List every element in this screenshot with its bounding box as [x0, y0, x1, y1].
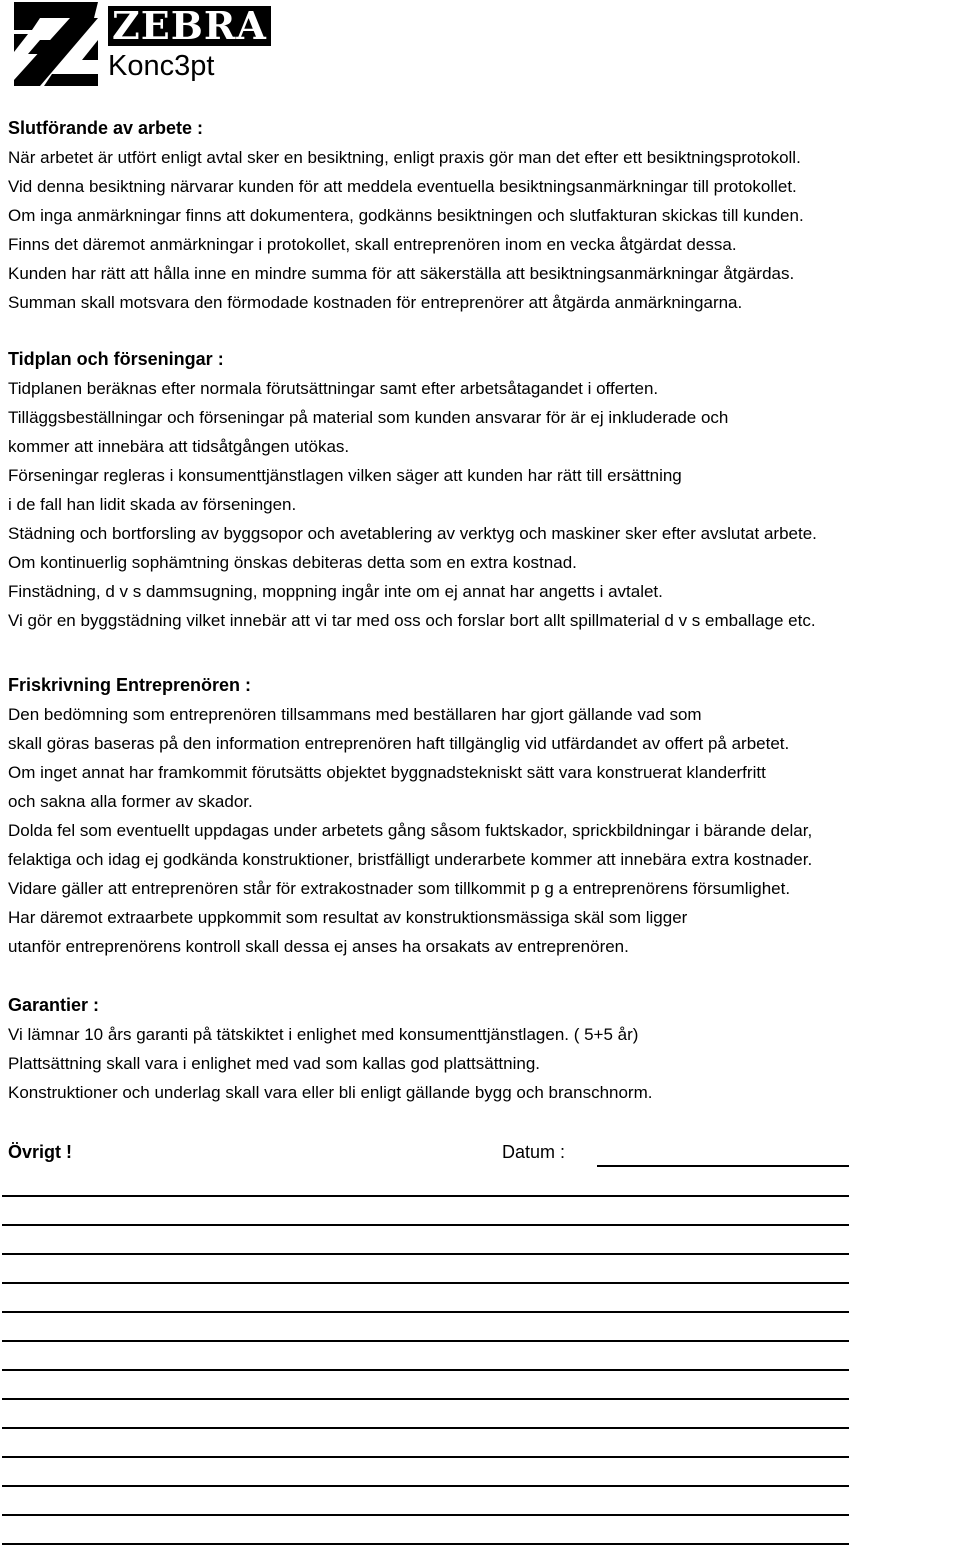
section-heading: Friskrivning Entreprenören :: [8, 675, 252, 695]
notes-line[interactable]: [2, 1340, 849, 1342]
notes-line[interactable]: [2, 1514, 849, 1516]
notes-line[interactable]: [2, 1456, 849, 1458]
text-line: Plattsättning skall vara i enlighet med vad som kallas god plattsättning.: [8, 1054, 541, 1073]
text-line: Vid denna besiktning närvarar kunden för att meddela eventuella besiktningsanmärkningar till protokollet.: [8, 177, 797, 196]
notes-line[interactable]: [2, 1369, 849, 1371]
text-line: kommer att innebära att tidsåtgången utökas.: [8, 437, 350, 456]
text-line: Städning och bortforsling av byggsopor och avetablering av verktyg och maskiner sker efter avslutat arbete.: [8, 524, 817, 543]
text-line: Vidare gäller att entreprenören står för extrakostnader som tillkommit p g a entreprenörens försumlighet.: [8, 879, 791, 898]
text-line: Förseningar regleras i konsumenttjänstlagen vilken säger att kunden har rätt till ersättning: [8, 466, 682, 485]
notes-line[interactable]: [2, 1195, 849, 1197]
text-line: Tidplanen beräknas efter normala förutsättningar samt efter arbetsåtagandet i offerten.: [8, 379, 659, 398]
section-tidplan: [8, 345, 960, 635]
datum-label: Datum :: [502, 1142, 566, 1162]
text-line: Om inga anmärkningar finns att dokumentera, godkänns besiktningen och slutfakturan skickas till kunden.: [8, 206, 804, 225]
section-slutforande: [8, 114, 960, 317]
text-line: Vi lämnar 10 års garanti på tätskiktet i enlighet med konsumenttjänstlagen. ( 5+5 år): [8, 1025, 639, 1044]
company-logo: [10, 0, 310, 92]
text-line: och sakna alla former av skador.: [8, 792, 253, 811]
text-line: i de fall han lidit skada av förseningen.: [8, 495, 297, 514]
text-line: Summan skall motsvara den förmodade kostnaden för entreprenörer att åtgärda anmärkningarna.: [8, 293, 743, 312]
text-line: När arbetet är utfört enligt avtal sker en besiktning, enligt praxis gör man det efter ett besiktningsprotokoll.: [8, 148, 801, 167]
datum-input-line[interactable]: [597, 1165, 849, 1167]
zebra-z-logo-icon: [10, 0, 102, 92]
logo-subtitle-text: Konc3pt: [108, 50, 215, 82]
text-line: Kunden har rätt att hålla inne en mindre summa för att säkerställa att besiktningsanmärkningar åtgärdas.: [8, 264, 795, 283]
text-line: Har däremot extraarbete uppkommit som resultat av konstruktionsmässiga skäl som ligger: [8, 908, 688, 927]
section-friskrivning: [8, 671, 960, 961]
notes-line[interactable]: [2, 1224, 849, 1226]
text-line: Vi gör en byggstädning vilket innebär att vi tar med oss och forslar bort allt spillmaterial d v s emballage etc.: [8, 611, 816, 630]
section-garantier: [8, 991, 960, 1107]
logo-brand-text: ZEBRA: [108, 6, 271, 46]
notes-line[interactable]: [2, 1398, 849, 1400]
notes-line[interactable]: [2, 1543, 849, 1545]
notes-line[interactable]: [2, 1427, 849, 1429]
notes-line[interactable]: [2, 1485, 849, 1487]
section-heading: Garantier :: [8, 995, 100, 1015]
section-heading: Tidplan och förseningar :: [8, 349, 224, 369]
text-line: Finns det däremot anmärkningar i protokollet, skall entreprenören inom en vecka åtgärdat dessa.: [8, 235, 737, 254]
section-heading: Slutförande av arbete :: [8, 118, 204, 138]
text-line: Om kontinuerlig sophämtning önskas debiteras detta som en extra kostnad.: [8, 553, 577, 572]
text-line: Tilläggsbeställningar och förseningar på material som kunden ansvarar för är ej inkluderade och: [8, 408, 729, 427]
notes-line[interactable]: [2, 1253, 849, 1255]
text-line: utanför entreprenörens kontroll skall dessa ej anses ha orsakats av entreprenören.: [8, 937, 629, 956]
text-line: skall göras baseras på den information entreprenören haft tillgänglig vid utfärdandet av offert på arbetet.: [8, 734, 790, 753]
notes-line[interactable]: [2, 1311, 849, 1313]
text-line: Dolda fel som eventuellt uppdagas under arbetets gång såsom fuktskador, sprickbildningar i bärande delar,: [8, 821, 813, 840]
text-line: Den bedömning som entreprenören tillsammans med beställaren har gjort gällande vad som: [8, 705, 702, 724]
text-line: Om inget annat har framkommit förutsätts objektet byggnadstekniskt sätt vara konstruerat klanderfritt: [8, 763, 766, 782]
text-line: Finstädning, d v s dammsugning, moppning ingår inte om ej annat har angetts i avtalet.: [8, 582, 663, 601]
text-line: Konstruktioner och underlag skall vara eller bli enligt gällande bygg och branschnorm.: [8, 1083, 653, 1102]
ovrigt-label: Övrigt !: [8, 1142, 73, 1162]
text-line: felaktiga och idag ej godkända konstruktioner, bristfälligt underarbete kommer att innebära extra kostnader.: [8, 850, 813, 869]
notes-line[interactable]: [2, 1282, 849, 1284]
